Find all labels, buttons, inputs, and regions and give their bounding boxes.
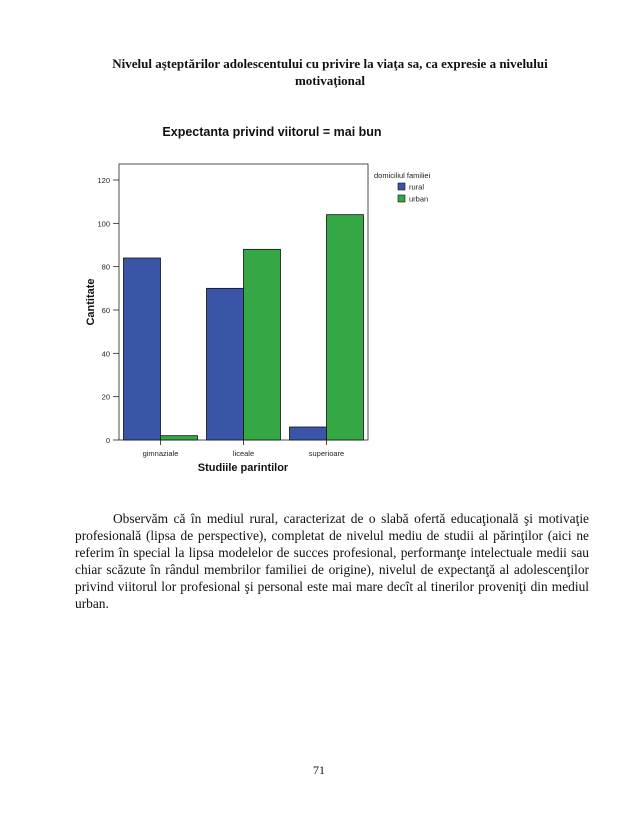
y-tick-label: 100: [97, 219, 110, 229]
y-tick-label: 20: [101, 392, 110, 402]
bar-rural-superioare: [290, 427, 327, 440]
legend-swatch-urban: [398, 195, 405, 202]
legend-title: domiciliul familiei: [374, 171, 431, 180]
bars: [124, 215, 364, 440]
y-axis-label: Cantitate: [85, 278, 97, 326]
bar-chart: [0, 110, 638, 480]
y-axis: [97, 176, 119, 445]
bar-rural-liceale: [207, 288, 244, 440]
bar-urban-superioare: [327, 215, 364, 440]
x-tick-label: gimnaziale: [142, 449, 179, 458]
legend-label-rural: rural: [409, 182, 425, 192]
bar-urban-gimnaziale: [161, 436, 198, 440]
x-tick-label: liceale: [232, 449, 255, 458]
y-tick-label: 80: [101, 262, 110, 272]
page-number: 71: [313, 763, 325, 777]
legend: [374, 171, 431, 204]
heading-line-2: motivaţional: [294, 73, 366, 88]
y-tick-label: 60: [101, 306, 110, 315]
y-tick-label: 0: [105, 436, 110, 445]
x-axis-label: Studiile parintilor: [197, 462, 289, 474]
legend-label-urban: urban: [409, 194, 429, 204]
x-axis: [143, 440, 345, 458]
heading-line-1: Nivelul aşteptărilor adolescentului cu privire la viaţa sa, ca expresie a nivelului: [112, 56, 548, 71]
x-tick-label: superioare: [308, 449, 345, 458]
y-tick-label: 120: [97, 176, 110, 185]
chart-title: Expectanta privind viitorul = mai bun: [162, 125, 382, 139]
y-tick-label: 40: [101, 349, 110, 359]
legend-swatch-rural: [398, 183, 405, 190]
bar-rural-gimnaziale: [124, 258, 161, 440]
body-paragraph: Observăm că în mediul rural, caracterizat de o slabă ofertă educaţională şi motivaţie profesională (lipsa de perspective), completat de nivelul mediu de studii al părinţilor (aici ne referim în special la lipsa modelelor de succes profesional, performanţe intelectuale medii sau chiar scăzute în rândul membrilor familiei de origine), nivelul de expectanţă al adolescenţilor privind viitorul lor profesional şi personal este mai mare decît al tinerilor proveniţi din mediul urban.: [75, 511, 589, 611]
bar-urban-liceale: [244, 249, 281, 440]
page-heading: [80, 55, 580, 89]
